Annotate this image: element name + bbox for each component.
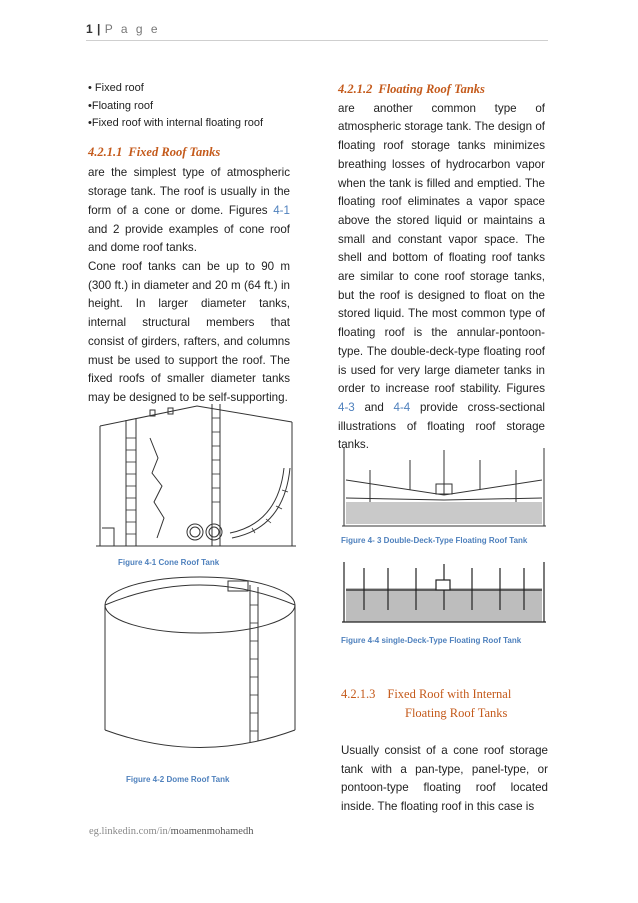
figure-4-2-caption: Figure 4-2 Dome Roof Tank: [126, 775, 230, 784]
header-rule: [86, 40, 548, 41]
dome-roof-tank-figure: [100, 565, 300, 770]
bullet-fixed-roof: • Fixed roof: [88, 82, 144, 94]
figure-ref-4-1[interactable]: 4-1: [273, 203, 290, 217]
section-number: 4.2.1.1: [88, 144, 123, 159]
left-column: [88, 80, 290, 408]
figure-ref-4-4[interactable]: 4-4: [393, 400, 411, 414]
text-run: provide cross-sectional illustrations of floating roof storage tanks.: [338, 400, 545, 452]
fixed-roof-paragraph-2: Cone roof tanks can be up to 90 m (300 ft.) in diameter and 20 m (64 ft.) in height. In larger diameter tanks, internal structural members that consist of girders, rafters, and columns must be used to support the roof. The fixed roofs of smaller diameter tanks may be designed to be self-supporting.: [88, 260, 290, 404]
bullet-floating-roof: •Floating roof: [88, 99, 153, 112]
right-column: [338, 80, 545, 455]
text-run: and 2 provide examples of cone roof and dome roof tanks.: [88, 222, 290, 255]
floating-roof-paragraph: [338, 100, 545, 455]
footer-link[interactable]: [89, 826, 253, 837]
cone-roof-tank-figure: [92, 398, 297, 553]
figure-4-4-caption: Figure 4-4 single-Deck-Type Floating Roof Tank: [341, 636, 522, 645]
page-number: 1: [86, 22, 94, 36]
section-title: Floating Roof Tanks: [378, 82, 485, 96]
section-heading-floating-roof: [338, 80, 545, 99]
text-run: are another common type of atmospheric storage tank. The design of floating roof storage tanks minimizes breathing losses of hydrocarbon vapor when the tank is filled and emptied. The floating roof eliminates a vapor space above the stored liquid or maintains a small and constant vapor space. The shell and bottom of floating roof tanks are similar to cone roof storage tanks, but the roof is designed to float on the stored liquid. The most common type of floating roof is the annular-pontoon-type. The double-deck-type floating roof is used for very large diameter tanks in order to increase roof stability. Figures: [338, 101, 545, 396]
section-title-line1: Fixed Roof with Internal: [387, 687, 512, 701]
bullet-internal-floating-roof: •Fixed roof with internal floating roof: [88, 117, 264, 130]
figure-ref-4-3[interactable]: 4-3: [338, 400, 355, 414]
page-label: P a g e: [104, 22, 161, 36]
section-title-line2: Floating Roof Tanks: [405, 706, 508, 720]
single-deck-floating-roof-figure: [340, 560, 548, 625]
text-run: are the simplest type of atmospheric storage tank. The roof is usually in the form of a cone or dome. Figures: [88, 166, 290, 217]
header-separator: |: [97, 22, 101, 36]
section-title: Fixed Roof Tanks: [128, 144, 221, 159]
figure-4-3-caption: Figure 4- 3 Double-Deck-Type Floating Roof Tank: [341, 536, 528, 545]
page-header: [86, 22, 160, 36]
text-run: and: [354, 400, 394, 414]
section-internal-floating-roof: [341, 685, 548, 817]
section-number: 4.2.1.2: [338, 82, 373, 96]
section-number: 4.2.1.3: [341, 687, 376, 701]
internal-floating-roof-paragraph: Usually consist of a cone roof storage tank with a pan-type, panel-type, or pontoon-type floating roof located inside. The floating roof in this case is: [341, 744, 548, 814]
section-heading-fixed-roof: [88, 143, 290, 162]
figure-4-1-caption: Figure 4-1 Cone Roof Tank: [118, 558, 220, 567]
double-deck-floating-roof-figure: [340, 440, 548, 530]
footer-link-suffix: moamenmohamedh: [170, 826, 254, 837]
section-heading-internal-floating-roof: [341, 685, 548, 704]
footer-link-prefix: eg.linkedin.com/in/: [89, 826, 171, 837]
fixed-roof-paragraph-1: [88, 164, 290, 258]
